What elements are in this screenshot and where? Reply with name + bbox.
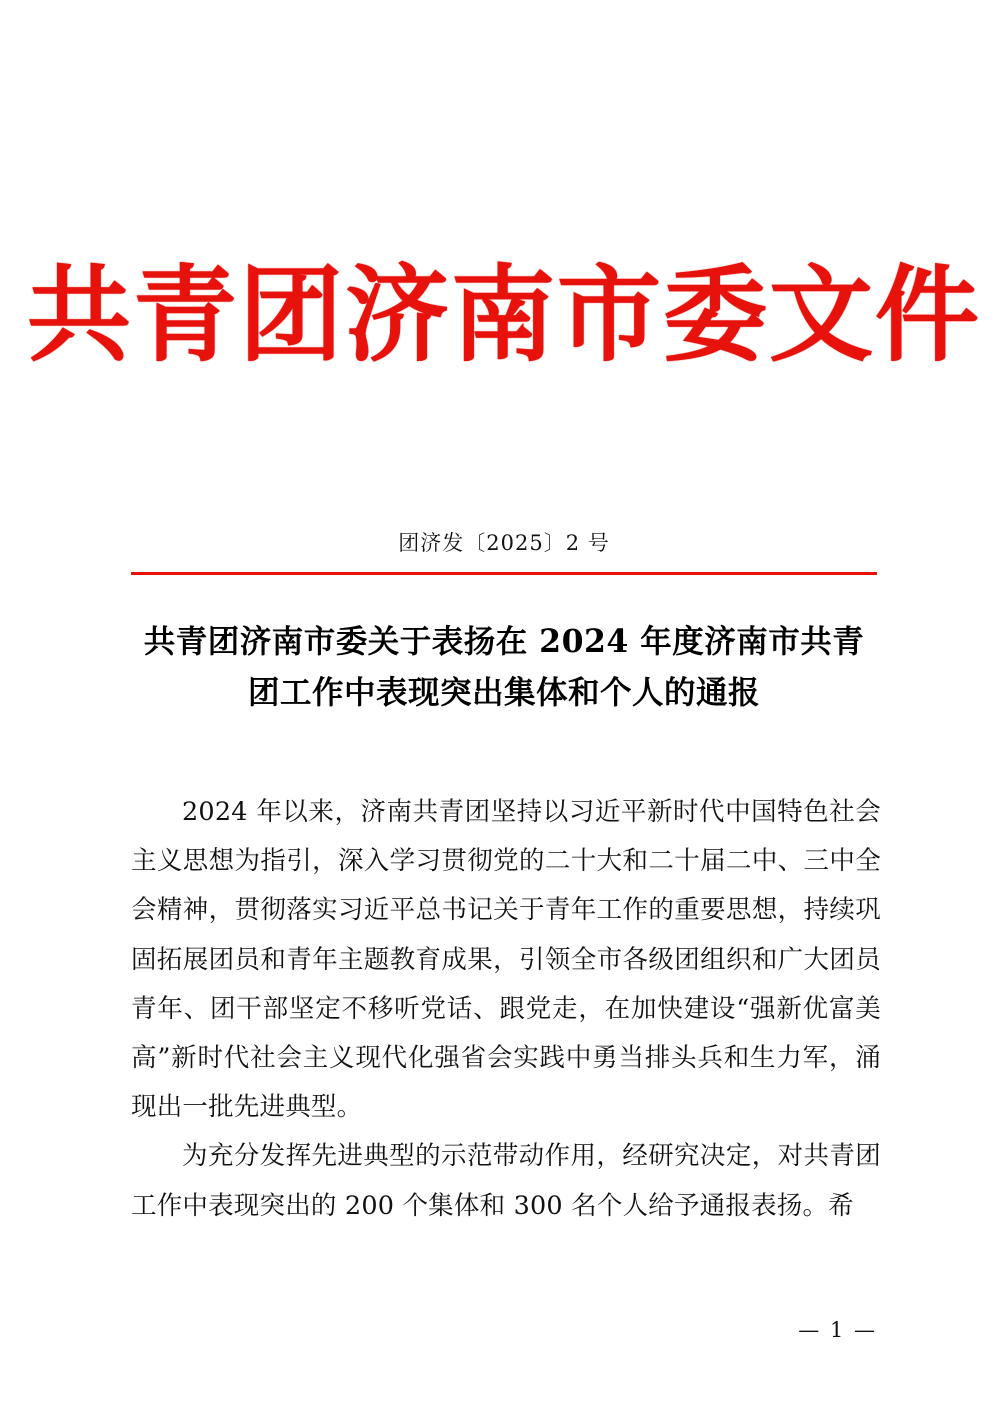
page-title: 共青团济南市委关于表扬在 2024 年度济南市共青团工作中表现突出集体和个人的通报 (143, 623, 865, 712)
body-paragraph-2: 为充分发挥先进典型的示范带动作用，经研究决定，对共青团工作中表现突出的 200 个集体和 300 名个人给予通报表扬。希 (131, 1141, 881, 1221)
red-divider-rule (131, 572, 877, 575)
body-paragraph-1: 2024 年以来，济南共青团坚持以习近平新时代中国特色社会主义思想为指引，深入学习贯彻党的二十大和二十届二中、三中全会精神，贯彻落实习近平总书记关于青年工作的重要思想，持续巩固拓展团员和青年主题教育成果，引领全市各级团组织和广大团员青年、团干部坚定不移听党话、跟党走，在加快建设“强新优富美高”新时代社会主义现代化强省会实践中勇当排头兵和生力军，涌现出一批先进典型。 (131, 797, 881, 1123)
body-text (131, 788, 881, 1231)
page-number: — 1 — (798, 1318, 877, 1342)
masthead-title: 共青团济南市委文件 (26, 253, 981, 376)
document-number: 团济发〔2025〕2 号 (398, 531, 610, 555)
masthead (0, 255, 1008, 375)
